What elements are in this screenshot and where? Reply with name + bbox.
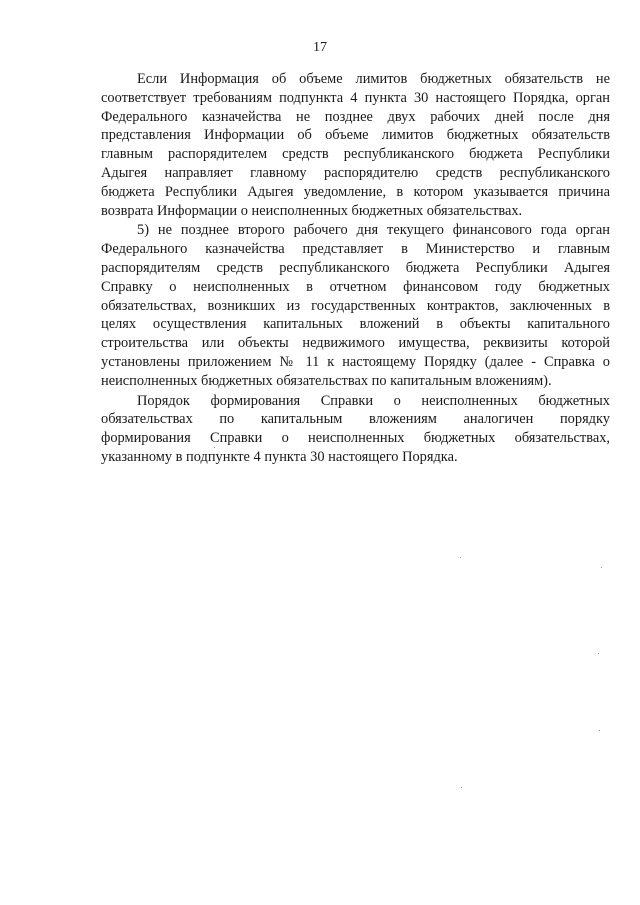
scan-speck (599, 730, 600, 731)
paragraph-line: обязательствах, возникших из государственных контрактов, заключенных в (101, 297, 610, 314)
paragraph-line: строительства или объекты недвижимого имущества, реквизиты которой (101, 335, 610, 352)
page-number: 17 (313, 40, 327, 55)
paragraph-line: Если Информация об объеме лимитов бюджетных обязательств не (137, 71, 610, 87)
paragraph-line: Порядок формирования Справки о неисполненных бюджетных (137, 392, 610, 409)
paragraph-line: указанному в подпункте 4 пункта 30 настоящего Порядка. (101, 448, 458, 465)
scan-speck (460, 557, 461, 558)
scan-speck (601, 567, 602, 568)
paragraph-line: распорядителям средств республиканского бюджета Республики Адыгея (101, 259, 610, 276)
scan-speck (214, 447, 215, 448)
paragraph-line: соответствует требованиям подпункта 4 пункта 30 настоящего Порядка, орган (101, 89, 610, 106)
paragraph-line: Справку о неисполненных в отчетном финансовом году бюджетных (101, 278, 610, 295)
paragraph-line: главным распорядителем средств республиканского бюджета Республики (101, 146, 610, 163)
scan-speck (598, 653, 599, 654)
paragraph-line: Федерального казначейства не позднее двух рабочих дней после дня (101, 108, 610, 125)
paragraph-order-formation (101, 392, 610, 467)
paragraph-line: Адыгея направляет главному распорядителю средств республиканского (101, 164, 610, 181)
document-body (101, 70, 610, 468)
paragraph-line: 5) не позднее второго рабочего дня текущего финансового года орган (137, 222, 610, 239)
paragraph-item-5 (101, 221, 610, 390)
scan-speck (461, 787, 462, 788)
paragraph-line: бюджета Республики Адыгея уведомление, в котором указывается причина (101, 183, 610, 200)
paragraph-line: неисполненных бюджетных обязательствах по капитальным вложениям). (101, 372, 552, 389)
paragraph-line: обязательствах по капитальным вложениям аналогичен порядку (101, 411, 610, 428)
paragraph-line: представления Информации об объеме лимитов бюджетных обязательств (101, 127, 610, 144)
paragraph-line: формирования Справки о неисполненных бюджетных обязательствах, (101, 430, 610, 447)
paragraph-line: установлены приложением № 11 к настоящему Порядку (далее - Справка о (101, 353, 610, 370)
paragraph-info-return (101, 70, 610, 220)
paragraph-line: возврата Информации о неисполненных бюджетных обязательствах. (101, 202, 523, 219)
paragraph-line: Федерального казначейства представляет в Министерство и главным (101, 241, 610, 258)
paragraph-line: целях осуществления капитальных вложений в объекты капитального (101, 316, 610, 333)
